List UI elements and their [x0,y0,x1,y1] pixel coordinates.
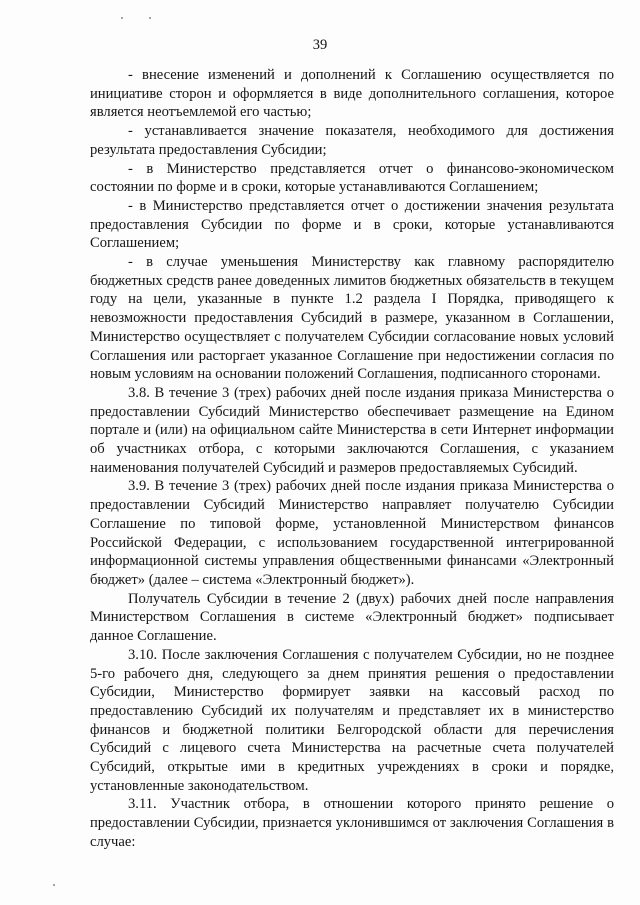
paragraph-3-8: 3.8. В течение 3 (трех) рабочих дней после издания приказа Министерства о предоставлении Субсидий Министерство обеспечивает размещение на Едином портале и (или) на официальном сайте Министерства в сети Интернет информации об участниках отбора, с которыми заключаются Соглашения, с указанием наименования получателей Субсидий и размеров предоставляемых Субсидий. [90,384,614,476]
paragraph-3-11: 3.11. Участник отбора, в отношении которого принято решение о предоставлении Субсидии, признается уклонившимся от заключения Соглашения в случае: [90,796,614,850]
scan-speck [53,884,55,886]
paragraph-recipient-signing: Получатель Субсидии в течение 2 (двух) рабочих дней после направления Министерством Соглашения в системе «Электронный бюджет» подписывает данное Соглашение. [90,590,614,645]
paragraph-financial-report: - в Министерство представляется отчет о финансово-экономическом состоянии по форме и в сроки, которые устанавливаются Соглашением; [90,160,614,196]
scan-speck [149,17,151,19]
paragraph-3-9: 3.9. В течение 3 (трех) рабочих дней после издания приказа Министерства о предоставлении Субсидий Министерство направляет получателю Субсидии Соглашение по типовой форме, установленной Министерством финансов Российской Федерации, с использованием государственной интегрированной информационной системы управления общественными финансами «Электронный бюджет» (далее – система «Электронный бюджет»). [90,478,614,588]
paragraph-3-10: 3.10. После заключения Соглашения с получателем Субсидии, но не позднее 5-го рабочего дня, следующего за днем принятия решения о предоставлении Субсидии, Министерство формирует заявки на кассовый расход по предоставлению Субсидий их получателям и представляет их в министерство финансов и бюджетной политики Белгородской области для перечисления Субсидий с лицевого счета Министерства на расчетные счета получателей Субсидий, открытые ими в кредитных учреждениях в сроки и порядке, установленные законодательством. [90,646,614,794]
paragraph-limits-reduction: - в случае уменьшения Министерству как главному распорядителю бюджетных средств ранее доведенных лимитов бюджетных обязательств в текущем году на цели, указанные в пункте 1.2 раздела I Порядка, приводящего к невозможности предоставления Субсидий в размере, указанном в Соглашении, Министерство осуществляет с получателем Субсидии согласование новых условий Соглашения или расторгает указанное Соглашение при недостижении согласия по новым условиям на основании положений Соглашения, подписанного сторонами. [90,254,614,383]
paragraph-amendments: - внесение изменений и дополнений к Соглашению осуществляется по инициативе сторон и оформляется в виде дополнительного соглашения, которое является неотъемлемой его частью; [90,67,614,121]
scan-speck [121,17,123,19]
paragraph-indicator-value: - устанавливается значение показателя, необходимого для достижения результата предоставления Субсидии; [90,123,614,158]
page-number: 39 [312,37,328,53]
paragraph-result-report: - в Министерство представляется отчет о достижении значения результата предоставления Субсидии по форме и в сроки, которые устанавливаются Соглашением; [90,197,614,252]
document-body [90,66,614,852]
